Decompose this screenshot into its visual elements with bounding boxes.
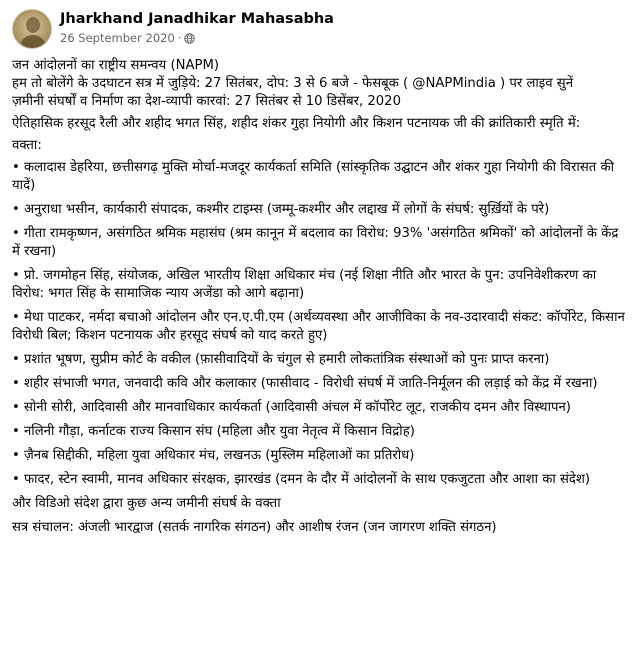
post-line-moderators: सत्र संचालन: अंजली भारद्वाज (सतर्क नागरिक संगठन) और आशीष रंजन (जन जागरण शक्ति संगठन) [12, 520, 497, 535]
subline-separator: · [177, 31, 182, 45]
page-avatar[interactable] [12, 9, 52, 49]
globe-icon [184, 33, 195, 44]
speaker-item: • प्रो. जगमोहन सिंह, संयोजक, अखिल भारतीय शिक्षा अधिकार मंच (नई शिक्षा नीति और भारत के पुन: उपनिवेशीकरण का विरोध: भगत सिंह के सामाजिक न्याय अजेंडा को आगे बढ़ाना) [12, 268, 597, 301]
speaker-item: • नलिनी गौड़ा, कर्नाटक राज्य किसान संघ (महिला और युवा नेतृत्व में किसान विद्रोह) [12, 424, 415, 439]
post-date-link[interactable]: 26 September 2020 [60, 31, 175, 45]
speaker-item: • अनुराधा भसीन, कार्यकारी संपादक, कश्मीर टाइम्स (जम्मू-कश्मीर और लद्दाख में लोगों के संघर्ष: सुर्ख़ियों के परे) [12, 202, 550, 217]
post-header [12, 9, 627, 53]
speaker-item: • सोनी सोरी, आदिवासी और मानवाधिकार कार्यकर्ता (आदिवासी अंचल में कॉर्पोरेट लूट, राजकीय दमन और विस्थापन) [12, 400, 571, 415]
post-subline [60, 30, 334, 46]
post-line-org: जन आंदोलनों का राष्ट्रीय समन्वय (NAPM) [12, 58, 219, 73]
avatar-portrait-icon [13, 10, 52, 49]
post-body [12, 57, 627, 537]
post-line-memory: ऐतिहासिक हरसूद रैली और शहीद भगत सिंह, शहीद शंकर गुहा नियोगी और किशन पटनायक जी की क्रांतिकारी स्मृति में: [12, 116, 581, 131]
speaker-item: • मेधा पाटकर, नर्मदा बचाओ आंदोलन और एन.ए.पी.एम (अर्थव्यवस्था और आजीविका के नव-उदारवादी संकट: कॉर्पोरेट, किसान विरोधी बिल; किशन पटनायक और हरसूद संघर्ष को याद करते हुए) [12, 310, 625, 343]
speaker-item: • फादर, स्टेन स्वामी, मानव अधिकार संरक्षक, झारखंड (दमन के दौर में आंदोलनों के साथ एकजुटता और आशा का संदेश) [12, 472, 590, 487]
speaker-item: • ज़ैनब सिद्दीकी, महिला युवा अधिकार मंच, लखनऊ (मुस्लिम महिलाओं का प्रतिरोध) [12, 448, 415, 463]
post-line-video: और विडिओ संदेश द्वारा कुछ अन्य जमीनी संघर्ष के वक्ता [12, 496, 281, 511]
post-line-invite: हम तो बोलेंगे के उदघाटन सत्र में जुड़िये: 27 सितंबर, दोप: 3 से 6 बजे - फेसबूक ( @NAPMindia ) पर लाइव सुनें [12, 76, 574, 91]
page-name-link[interactable]: Jharkhand Janadhikar Mahasabha [60, 11, 334, 27]
post-line-speakers-heading: वक्ता: [12, 138, 42, 153]
speaker-item: • शहीर संभाजी भगत, जनवादी कवि और कलाकार (फासीवाद - विरोधी संघर्ष में जाति-निर्मूलन की लड़ाई को केंद्र में रखना) [12, 376, 598, 391]
speaker-item: • कलादास डेहरिया, छत्तीसगढ़ मुक्ति मोर्चा-मजदूर कार्यकर्ता समिति (सांस्कृतिक उद्घाटन और शंकर गुहा नियोगी की विरासत की यादें) [12, 160, 614, 193]
post-line-caravan: ज़मीनी संघर्षों व निर्माण का देश-व्यापी कारवां: 27 सितंबर से 10 डिसेंबर, 2020 [12, 94, 401, 109]
speaker-item: • गीता रामकृष्णन, असंगठित श्रमिक महासंघ (श्रम कानून में बदलाव का विरोध: 93% 'असंगठित श्रमिकों' को आंदोलनों के केंद्र में रखना) [12, 226, 619, 259]
speaker-item: • प्रशांत भूषण, सुप्रीम कोर्ट के वकील (फ़ासीवादियों के चंगुल से हमारी लोकतांत्रिक संस्थाओं को पुनः प्राप्त करना) [12, 352, 550, 367]
